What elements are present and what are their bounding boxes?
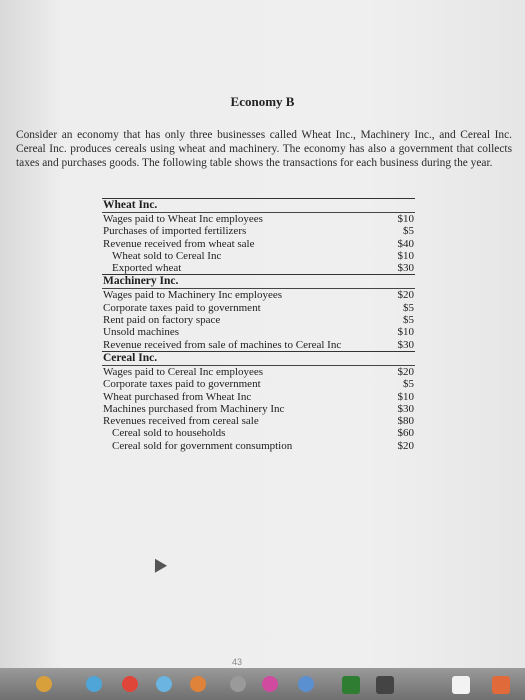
row-label: Purchases of imported fertilizers [103,225,247,238]
table-row [102,225,415,237]
row-amount: $40 [397,237,414,250]
row-amount: $20 [397,439,414,452]
table-row [102,440,415,452]
table-row [102,366,415,378]
table-row [102,302,415,314]
document-title: Economy B [230,94,295,109]
row-label: Wages paid to Machinery Inc employees [103,289,283,302]
app-icon[interactable] [452,676,470,694]
table-row [102,314,415,326]
app-icon[interactable] [376,676,394,694]
finder-icon[interactable] [36,676,52,692]
row-amount: $5 [403,314,414,327]
excel-icon[interactable] [342,676,360,694]
row-amount: $60 [397,427,414,440]
table-row [102,250,415,262]
row-label: Revenue received from wheat sale [103,237,255,250]
row-amount: $30 [397,262,414,275]
row-label: Cereal sold for government consumption [112,439,293,452]
row-label: Revenues received from cereal sale [103,415,259,428]
row-amount: $10 [397,390,414,403]
safari-icon[interactable] [86,676,102,692]
row-amount: $20 [397,365,414,378]
section-header-wheat: Wheat Inc. [102,198,415,213]
app-icon[interactable] [298,676,314,692]
row-amount: $30 [397,338,414,351]
table-row [102,378,415,390]
app-icon[interactable] [492,676,510,694]
table-row [102,339,415,351]
mouse-cursor-icon [149,555,167,572]
intro-paragraph: Consider an economy that has only three businesses called Wheat Inc., Machinery Inc., and Cereal Inc. Cereal Inc. produces cereals using wheat and machinery. The economy has also a government that collects taxes and purchases goods. The following table shows the transactions for each business during the year. [16,129,512,169]
chrome-icon[interactable] [122,676,138,692]
section-header-machinery: Machinery Inc. [102,274,415,289]
row-amount: $80 [397,415,414,428]
row-label: Wages paid to Cereal Inc employees [103,365,264,378]
row-label: Wages paid to Wheat Inc employees [103,213,263,225]
row-label: Cereal sold to households [112,427,226,440]
row-label: Exported wheat [112,262,182,275]
row-amount: $10 [397,249,414,262]
table-row [102,403,415,415]
itunes-icon[interactable] [262,676,278,692]
row-amount: $5 [403,301,414,314]
row-amount: $20 [397,289,414,302]
table-row [102,238,415,250]
app-icon[interactable] [156,676,172,692]
table-row [102,391,415,403]
table-row [102,289,415,301]
row-label: Unsold machines [103,326,180,339]
table-row [102,427,415,439]
table-row [102,326,415,338]
row-amount: $5 [403,225,414,238]
table-row [102,262,415,274]
page-number: 43 [232,657,243,667]
table-row [102,415,415,427]
app-icon[interactable] [190,676,206,692]
transactions-table [102,198,415,452]
row-label: Wheat sold to Cereal Inc [112,249,222,262]
row-amount: $10 [397,326,414,339]
row-amount: $10 [397,213,414,225]
app-icon[interactable] [230,676,246,692]
section-header-cereal: Cereal Inc. [102,351,415,366]
row-label: Wheat purchased from Wheat Inc [103,390,252,403]
row-label: Rent paid on factory space [103,314,221,327]
row-label: Machines purchased from Machinery Inc [103,402,285,415]
row-label: Corporate taxes paid to government [103,301,261,314]
table-row [102,213,415,225]
row-amount: $5 [403,378,414,391]
row-label: Revenue received from sale of machines to Cereal Inc [103,338,342,351]
row-amount: $30 [397,402,414,415]
row-label: Corporate taxes paid to government [103,378,261,391]
